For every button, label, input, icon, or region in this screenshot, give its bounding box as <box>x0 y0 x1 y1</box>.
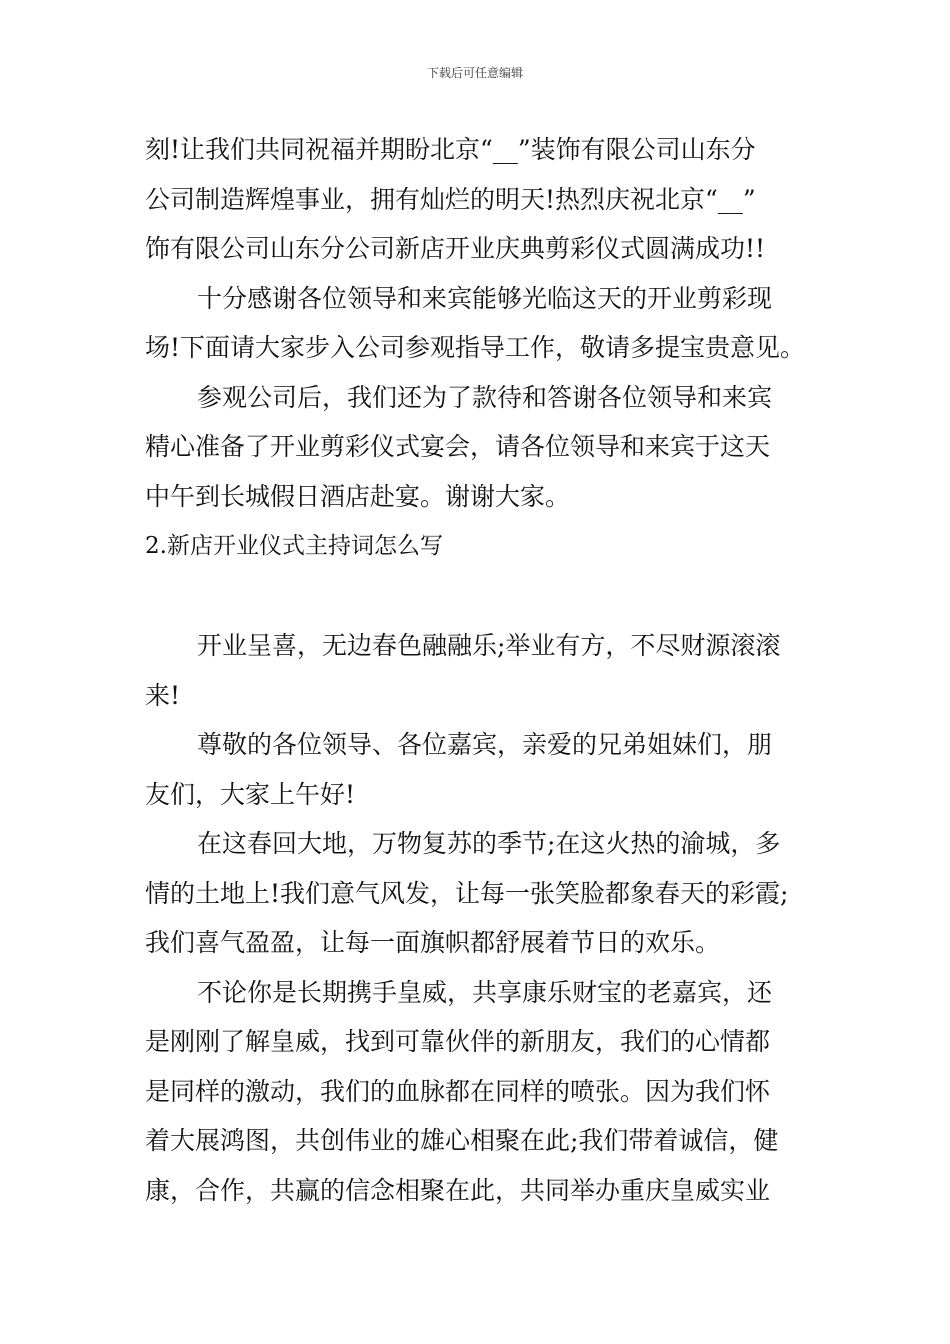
text-line: 在这春回大地，万物复苏的季节;在这火热的渝城，多 <box>197 829 781 858</box>
text-line: 友们，大家上午好! <box>145 780 356 809</box>
text-line: 开业呈喜，无边春色融融乐;举业有方，不尽财源滚滚 <box>197 631 781 660</box>
text-line: 中午到长城假日酒店赴宴。谢谢大家。 <box>145 482 571 511</box>
text-line: 场!下面请大家步入公司参观指导工作，敬请多提宝贵意见。 <box>145 333 806 362</box>
text-line: 刻!让我们共同祝福并期盼北京“__”装饰有限公司山东分 <box>145 135 756 164</box>
text-line: 我们喜气盈盈，让每一面旗帜都舒展着节日的欢乐。 <box>145 928 721 957</box>
page-header: 下载后可任意编辑 <box>426 66 523 80</box>
text-line: 康，合作，共赢的信念相聚在此，共同举办重庆皇威实业 <box>145 1176 771 1205</box>
text-line: 公司制造辉煌事业，拥有灿烂的明天!热烈庆祝北京“__” <box>145 185 756 214</box>
text-line: 不论你是长期携手皇威，共享康乐财宝的老嘉宾，还 <box>197 978 773 1007</box>
text-line: 情的土地上!我们意气风发，让每一张笑脸都象春天的彩霞; <box>145 879 789 908</box>
text-line: 是同样的激动，我们的血脉都在同样的喷张。因为我们怀 <box>145 1077 771 1106</box>
text-line: 尊敬的各位领导、各位嘉宾，亲爱的兄弟姐妹们，朋 <box>197 730 773 759</box>
text-line: 来! <box>145 681 181 710</box>
text-line: 着大展鸿图，共创伟业的雄心相聚在此;我们带着诚信，健 <box>145 1126 779 1155</box>
text-line: 参观公司后，我们还为了款待和答谢各位领导和来宾 <box>197 383 773 412</box>
section-heading: 2.新店开业仪式主持词怎么写 <box>145 533 443 559</box>
text-line: 是刚刚了解皇威，找到可靠伙伴的新朋友，我们的心情都 <box>145 1027 771 1056</box>
text-line: 十分感谢各位领导和来宾能够光临这天的开业剪彩现 <box>197 284 773 313</box>
text-line: 饰有限公司山东分公司新店开业庆典剪彩仪式圆满成功!! <box>145 234 766 263</box>
text-line: 精心准备了开业剪彩仪式宴会，请各位领导和来宾于这天 <box>145 432 771 461</box>
